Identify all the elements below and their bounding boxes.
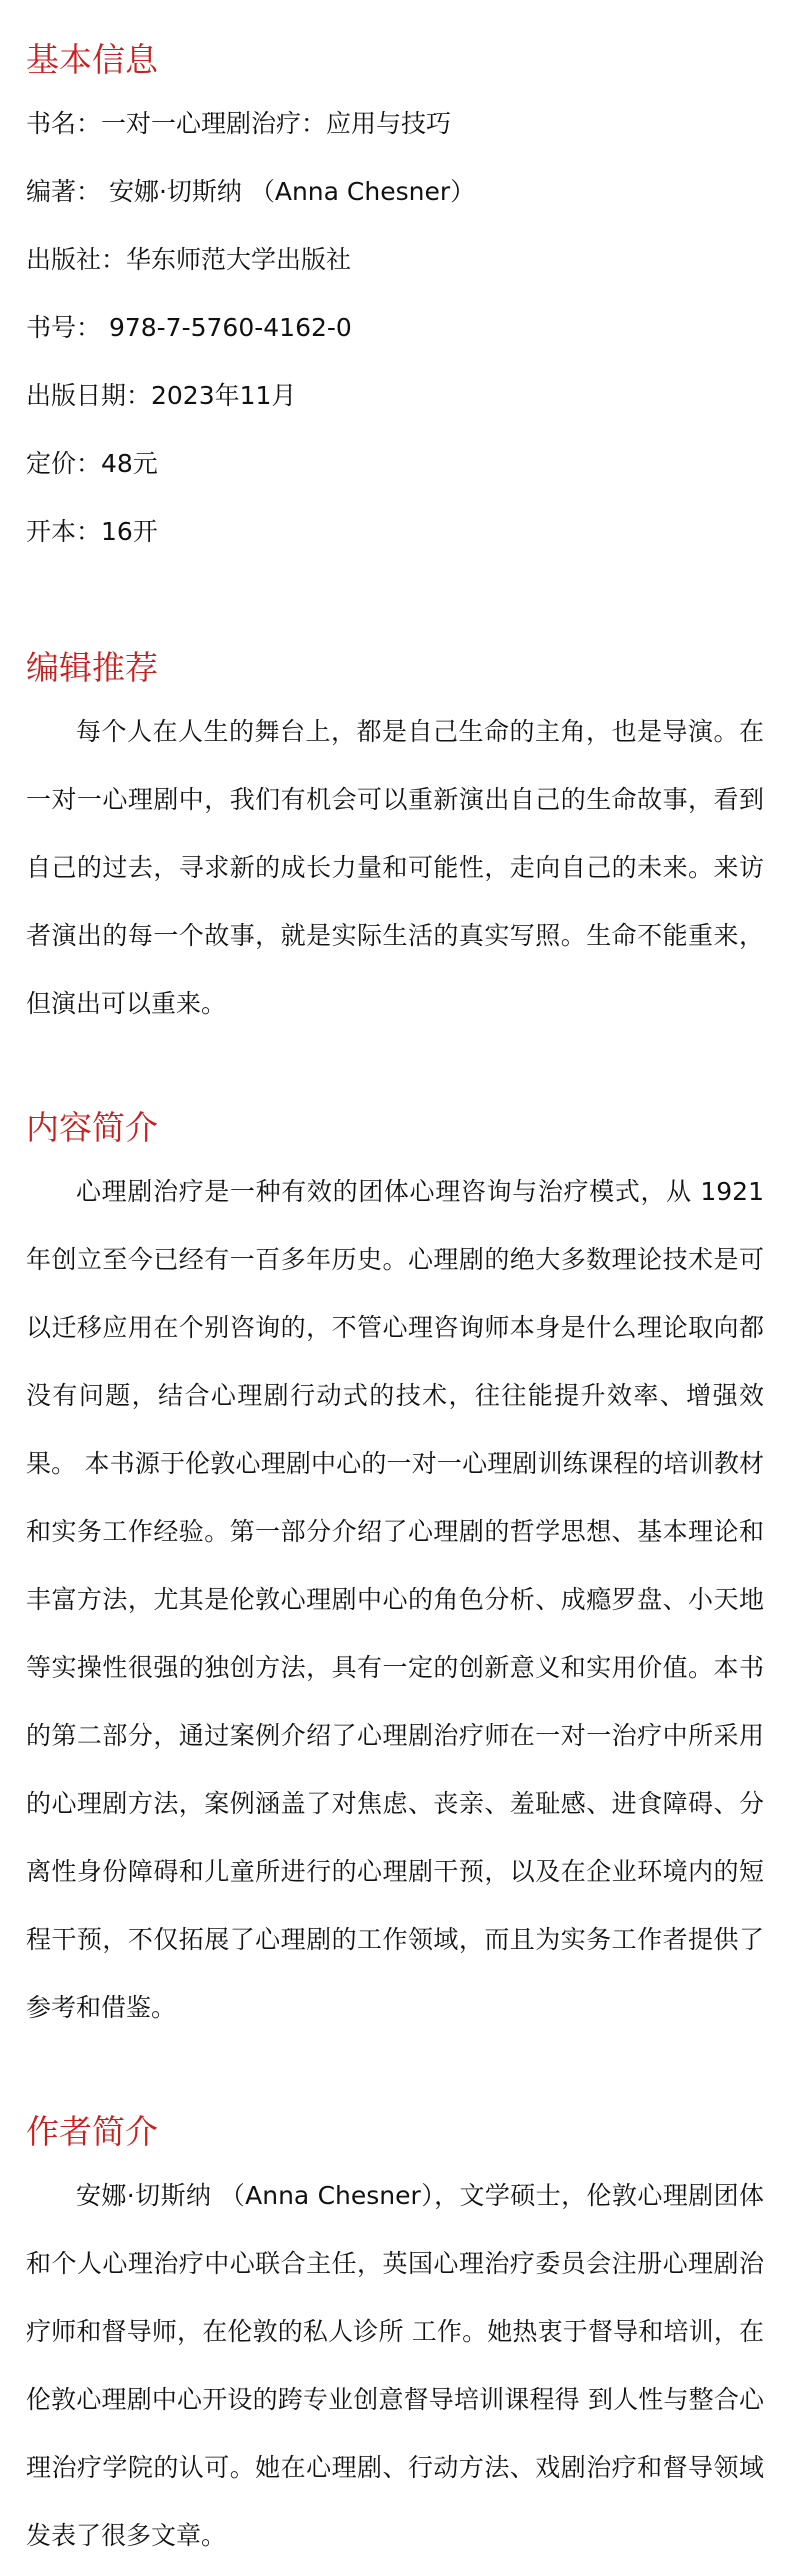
basic-info-heading: 基本信息: [26, 40, 158, 79]
price-row: 定价：48元: [26, 449, 158, 478]
book-title-row: 书名：一对一心理剧治疗：应用与技巧: [26, 109, 452, 138]
isbn-row: 书号： 978-7-5760-4162-0: [26, 313, 352, 342]
content-summary-text: 心理剧治疗是一种有效的团体心理咨询与治疗模式，从 1921 年创立至今已经有一百多年历史。心理剧的绝大多数理论技术是可以迁移应用在个别咨询的，不管心理咨询师本身是什么理论取向都没有问题，结合心理剧行动式的技术，往往能提升效率、增强效果。 本书源于伦敦心理剧中心的一对一心理剧训练课程的培训教材和实务工作经验。第一部分介绍了心理剧的哲学思想、基本理论和丰富方法，尤其是伦敦心理剧中心的角色分析、成瘾罗盘、小天地等实操性很强的独创方法，具有一定的创新意义和实用价值。本书的第二部分，通过案例介绍了心理剧治疗师在一对一治疗中所采用的心理剧方法，案例涵盖了对焦虑、丧亲、羞耻感、进食障碍、分离性身份障碍和儿童所进行的心理剧干预，以及在企业环境内的短程干预，不仅拓展了心理剧的工作领域，而且为实务工作者提供了参考和借鉴。: [26, 1177, 764, 2022]
author-intro-section: [26, 2102, 764, 2570]
editor-recommendation-heading: 编辑推荐: [26, 648, 158, 687]
author-intro-heading: 作者简介: [26, 2112, 158, 2151]
basic-info-list: [26, 90, 764, 566]
author-row: 编著： 安娜·切斯纳 （Anna Chesner）: [26, 177, 476, 206]
basic-info-section: [26, 30, 764, 566]
content-summary-section: [26, 1098, 764, 2042]
editor-recommendation-text: 每个人在人生的舞台上，都是自己生命的主角，也是导演。在一对一心理剧中，我们有机会可以重新演出自己的生命故事，看到自己的过去，寻求新的成长力量和可能性，走向自己的未来。来访者演出的每一个故事，就是实际生活的真实写照。生命不能重来，但演出可以重来。: [26, 717, 764, 1018]
editor-recommendation-section: [26, 638, 764, 1038]
section-spacer: [26, 2042, 764, 2102]
section-spacer: [26, 566, 764, 638]
content-summary-heading: 内容简介: [26, 1108, 158, 1147]
publish-date-row: 出版日期：2023年11月: [26, 381, 297, 410]
section-spacer: [26, 1038, 764, 1098]
publisher-row: 出版社：华东师范大学出版社: [26, 245, 352, 274]
format-row: 开本：16开: [26, 517, 158, 546]
author-intro-text: 安娜·切斯纳 （Anna Chesner），文学硕士，伦敦心理剧团体和个人心理治疗中心联合主任，英国心理治疗委员会注册心理剧治疗师和督导师，在伦敦的私人诊所 工作。她热衷于督导和培训，在伦敦心理剧中心开设的跨专业创意督导培训课程得 到人性与整合心理治疗学院的认可。她在心理剧、行动方法、戏剧治疗和督导领域 发表了很多文章。: [26, 2181, 764, 2550]
